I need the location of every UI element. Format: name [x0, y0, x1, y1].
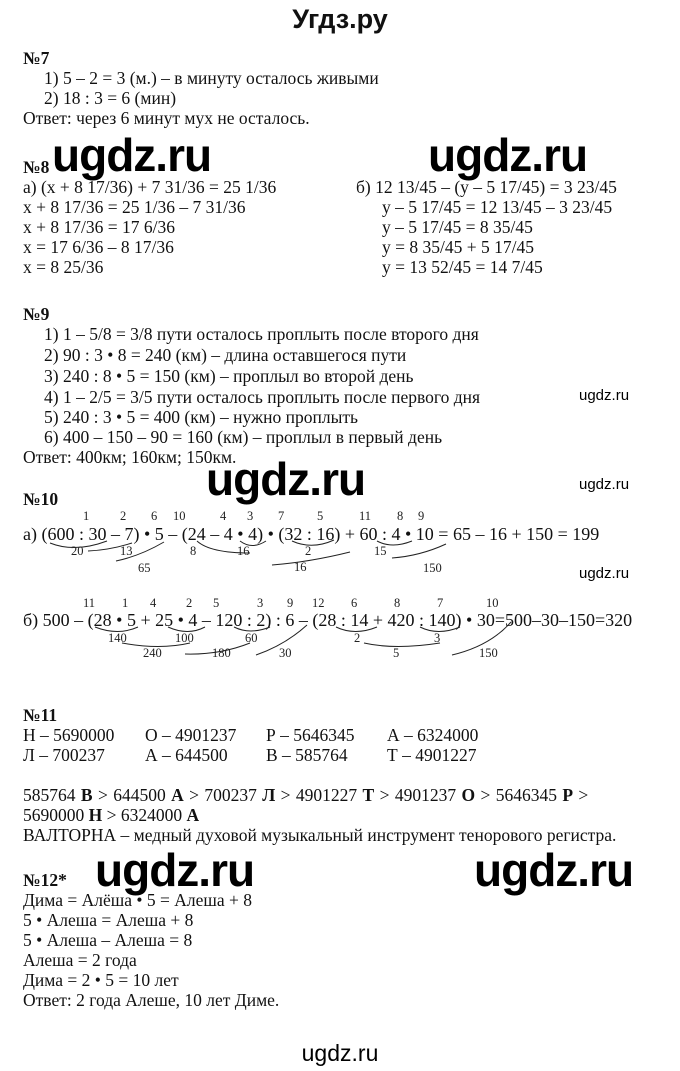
sorted-sequence-line1	[23, 785, 588, 805]
task8b-line: y = 8 35/45 + 5 17/45	[382, 237, 534, 257]
page-title: Угдз.ру	[292, 4, 388, 34]
watermark: ugdz.ru	[52, 129, 212, 181]
footer-watermark: ugdz.ru	[301, 1040, 379, 1066]
task7-answer: Ответ: через 6 минут мух не осталось.	[23, 108, 310, 128]
task9-line: 6) 400 – 150 – 90 = 160 (км) – проплыл в первый день	[44, 427, 443, 447]
seq-sep: >	[480, 785, 491, 805]
intermediate-result: 15	[374, 544, 387, 558]
intermediate-result: 20	[71, 544, 84, 558]
intermediate-result: 3	[434, 631, 441, 645]
task9-line: 2) 90 : 3 • 8 = 240 (км) – длина оставшегося пути	[44, 345, 407, 365]
seq-sep: >	[97, 785, 108, 805]
task12-line: 5 • Алеша – Алеша = 8	[23, 930, 193, 950]
task12-line: Дима = Алёша • 5 = Алеша + 8	[23, 890, 253, 910]
intermediate-result: 16	[294, 560, 307, 574]
watermark: ugdz.ru	[428, 129, 588, 181]
seq-sep: >	[106, 805, 117, 825]
task8a-line: x = 17 6/36 – 8 17/36	[23, 237, 174, 257]
intermediate-result: 30	[279, 646, 292, 660]
task7-line: 2) 18 : 3 = 6 (мин)	[44, 88, 177, 108]
seq-sep: >	[379, 785, 390, 805]
watermark: ugdz.ru	[474, 844, 634, 896]
watermark: ugdz.ru	[206, 453, 366, 505]
letter-value: Р – 5646345	[266, 725, 355, 745]
letter-value: Л – 700237	[23, 745, 105, 765]
step-number: 10	[173, 509, 186, 523]
step-number: 3	[257, 596, 264, 610]
step-number: 1	[83, 509, 90, 523]
step-number: 5	[213, 596, 220, 610]
step-number: 9	[287, 596, 294, 610]
step-number: 12	[312, 596, 325, 610]
intermediate-result: 140	[108, 631, 127, 645]
task12-line: 5 • Алеша = Алеша + 8	[23, 910, 194, 930]
seq-letter: А	[171, 785, 184, 805]
seq-letter: Т	[362, 785, 375, 805]
task10b-expression: б) 500 – (28 • 5 + 25 • 4 – 120 : 2) : 6 – (28 : 14 + 420 : 140) • 30=500–30–150=320	[23, 610, 633, 630]
seq-number: 5646345	[495, 785, 557, 805]
watermark-small: ugdz.ru	[579, 476, 630, 493]
seq-letter: А	[186, 805, 200, 825]
intermediate-result: 150	[479, 646, 498, 660]
step-number: 8	[394, 596, 401, 610]
task7-line: 1) 5 – 2 = 3 (м.) – в минуту осталось живыми	[44, 68, 379, 88]
sorted-sequence-line2	[23, 805, 199, 825]
step-number: 9	[418, 509, 425, 523]
letter-value: А – 644500	[145, 745, 228, 765]
task8a-line: x = 8 25/36	[23, 257, 104, 277]
letter-value: О – 4901237	[145, 725, 237, 745]
task9-line: 4) 1 – 2/5 = 3/5 пути осталось проплыть после первого дня	[44, 387, 481, 407]
seq-letter: Л	[262, 785, 276, 805]
task8b-line: б) 12 13/45 – (y – 5 17/45) = 3 23/45	[356, 177, 617, 197]
seq-sep: >	[578, 785, 589, 805]
intermediate-result: 150	[423, 561, 442, 575]
step-number: 11	[359, 509, 372, 523]
seq-letter: В	[80, 785, 93, 805]
letter-value: А – 6324000	[387, 725, 479, 745]
task12-answer: Ответ: 2 года Алеше, 10 лет Диме.	[23, 990, 280, 1010]
task10a-expression: а) (600 : 30 – 7) • 5 – (24 – 4 • 4) • (32 : 16) + 60 : 4 • 10 = 65 – 16 + 150 = 199	[23, 524, 600, 544]
step-number: 4	[150, 596, 157, 610]
step-number: 7	[278, 509, 285, 523]
task12-label: №12*	[23, 870, 67, 890]
seq-number: 644500	[113, 785, 166, 805]
intermediate-result: 13	[120, 544, 133, 558]
intermediate-result: 2	[305, 544, 312, 558]
step-number: 5	[317, 509, 324, 523]
task9-answer: Ответ: 400км; 160км; 150км.	[23, 447, 237, 467]
task11-conclusion: ВАЛТОРНА – медный духовой музыкальный инструмент тенорового регистра.	[23, 825, 617, 845]
task8a-line: а) (x + 8 17/36) + 7 31/36 = 25 1/36	[23, 177, 277, 197]
intermediate-result: 65	[138, 561, 151, 575]
letter-value: В – 585764	[266, 745, 348, 765]
intermediate-result: 8	[190, 544, 197, 558]
step-number: 6	[151, 509, 158, 523]
task8b-line: y – 5 17/45 = 8 35/45	[382, 217, 533, 237]
step-number: 10	[486, 596, 499, 610]
seq-number: 700237	[204, 785, 257, 805]
task12-line: Дима = 2 • 5 = 10 лет	[23, 970, 179, 990]
seq-number: 585764	[23, 785, 76, 805]
seq-sep: >	[189, 785, 199, 805]
task12-line: Алеша = 2 года	[23, 950, 137, 970]
intermediate-result: 5	[393, 646, 400, 660]
seq-letter: О	[461, 785, 476, 805]
task8b-line: y = 13 52/45 = 14 7/45	[382, 257, 543, 277]
seq-number: 4901237	[394, 785, 457, 805]
step-number: 6	[351, 596, 358, 610]
task11-label: №11	[23, 705, 58, 725]
step-number: 3	[247, 509, 254, 523]
letter-value: Т – 4901227	[387, 745, 477, 765]
intermediate-result: 100	[175, 631, 194, 645]
watermark-small: ugdz.ru	[579, 565, 630, 582]
step-number: 1	[122, 596, 129, 610]
task10-label: №10	[23, 489, 59, 509]
task8a-line: x + 8 17/36 = 25 1/36 – 7 31/36	[23, 197, 246, 217]
seq-number: 5690000	[23, 805, 85, 825]
intermediate-result: 16	[237, 544, 250, 558]
task8a-line: x + 8 17/36 = 17 6/36	[23, 217, 175, 237]
task9-line: 5) 240 : 3 • 5 = 400 (км) – нужно проплыть	[44, 407, 358, 427]
task9-line: 3) 240 : 8 • 5 = 150 (км) – проплыл во второй день	[44, 366, 414, 386]
step-number: 8	[397, 509, 404, 523]
intermediate-result: 240	[143, 646, 162, 660]
letter-value: Н – 5690000	[23, 725, 115, 745]
task8b-line: y – 5 17/45 = 12 13/45 – 3 23/45	[382, 197, 613, 217]
step-number: 4	[220, 509, 227, 523]
intermediate-result: 60	[245, 631, 258, 645]
step-number: 11	[83, 596, 96, 610]
step-number: 7	[437, 596, 444, 610]
task7-label: №7	[23, 48, 50, 68]
seq-number: 6324000	[120, 805, 183, 825]
step-number: 2	[186, 596, 193, 610]
seq-letter: Н	[88, 805, 103, 825]
task9-label: №9	[23, 304, 50, 324]
seq-number: 4901227	[295, 785, 358, 805]
seq-sep: >	[280, 785, 291, 805]
task9-line: 1) 1 – 5/8 = 3/8 пути осталось проплыть после второго дня	[44, 324, 479, 344]
task8-label: №8	[23, 157, 50, 177]
watermark: ugdz.ru	[95, 844, 255, 896]
intermediate-result: 180	[212, 646, 231, 660]
step-number: 2	[120, 509, 127, 523]
intermediate-result: 2	[354, 631, 361, 645]
seq-letter: Р	[562, 785, 574, 805]
watermark-small: ugdz.ru	[579, 387, 630, 404]
